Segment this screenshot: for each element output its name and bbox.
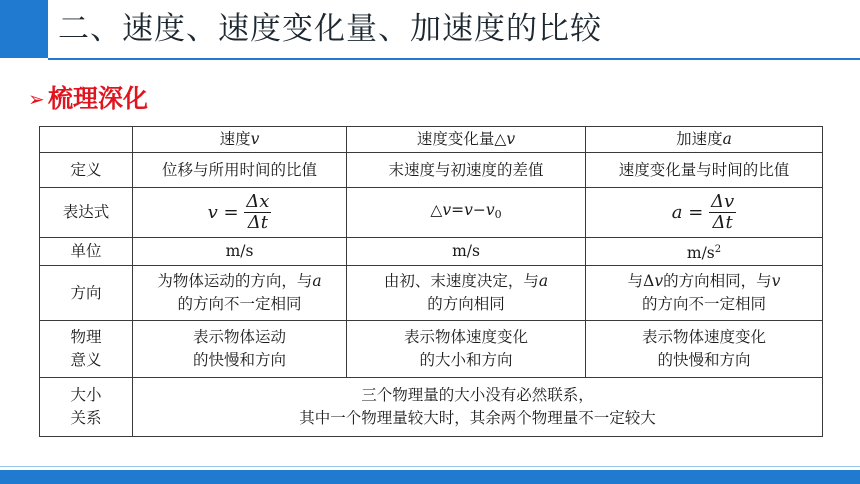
unit-acceleration-base: m/s — [686, 244, 715, 262]
direction-acc-var1: v — [654, 272, 664, 290]
direction-velocity-text2: 的方向不一定相同 — [177, 295, 302, 313]
meaning-delta-v — [347, 321, 586, 378]
table-row-meaning — [40, 321, 823, 378]
definition-delta-v: 末速度与初速度的差值 — [347, 153, 586, 188]
arrow-marker-icon: ➢ — [28, 87, 45, 111]
expression-velocity — [133, 188, 347, 238]
header-acceleration — [586, 127, 823, 153]
table-row-direction — [40, 266, 823, 321]
comparison-table — [39, 126, 823, 437]
header-delta-v — [347, 127, 586, 153]
acceleration-lhs: a — [671, 201, 683, 223]
direction-acceleration — [586, 266, 823, 321]
direction-acc-var2: v — [771, 272, 781, 290]
acceleration-numerator: Δv — [711, 191, 735, 212]
delta-triangle: △ — [430, 201, 443, 219]
meaning-acceleration — [586, 321, 823, 378]
acceleration-denominator: Δt — [712, 212, 733, 233]
delta-v-formula — [430, 201, 501, 219]
expression-delta-v — [347, 188, 586, 238]
section-heading-text: 梳理深化 — [48, 84, 149, 113]
direction-velocity-text1: 为物体运动的方向，与 — [157, 272, 313, 290]
header-acceleration-text: 加速度 — [676, 130, 723, 148]
relation-line2: 其中一个物理量较大时，其余两个物理量不一定较大 — [299, 409, 656, 427]
table-row-definition — [40, 153, 823, 188]
row-label-expression: 表达式 — [40, 188, 133, 238]
definition-acceleration: 速度变化量与时间的比值 — [586, 153, 823, 188]
initial-v-subscript: 0 — [494, 208, 502, 221]
unit-acceleration-exponent: 2 — [714, 244, 722, 255]
velocity-denominator: Δt — [247, 212, 268, 233]
header-velocity — [133, 127, 347, 153]
header-velocity-text: 速度 — [219, 130, 251, 148]
unit-delta-v: m/s — [347, 238, 586, 266]
header-acceleration-var: a — [722, 130, 732, 148]
row-label-meaning — [40, 321, 133, 378]
header-velocity-var: v — [250, 130, 260, 148]
row-label-definition: 定义 — [40, 153, 133, 188]
direction-acc-text1: 与Δ — [627, 272, 655, 290]
row-label-meaning-line2: 意义 — [70, 351, 102, 369]
velocity-lhs: v — [207, 201, 218, 223]
velocity-equals: = — [217, 201, 245, 223]
delta-v-minus: − — [472, 201, 486, 219]
meaning-acc-line1: 表示物体速度变化 — [641, 328, 766, 346]
footer-band — [0, 470, 860, 484]
section-heading — [28, 80, 148, 118]
row-label-direction: 方向 — [40, 266, 133, 321]
direction-acc-text3: 的方向不一定相同 — [641, 295, 766, 313]
title-accent-bar — [0, 0, 48, 58]
direction-delta-v-text2: 的方向相同 — [427, 295, 505, 313]
unit-acceleration — [586, 238, 823, 266]
unit-velocity: m/s — [133, 238, 347, 266]
delta-v-equals: = — [451, 201, 465, 219]
acceleration-equals: = — [682, 201, 710, 223]
initial-v-var: v — [485, 201, 495, 219]
definition-velocity: 位移与所用时间的比值 — [133, 153, 347, 188]
slide-title: 二、速度、速度变化量、加速度的比较 — [58, 11, 602, 47]
row-label-unit: 单位 — [40, 238, 133, 266]
meaning-delta-v-line1: 表示物体速度变化 — [403, 328, 528, 346]
direction-delta-v — [347, 266, 586, 321]
table-row-expression — [40, 188, 823, 238]
direction-delta-v-text1: 由初、末速度决定，与 — [383, 272, 539, 290]
acceleration-fraction — [709, 193, 736, 232]
footer-divider — [0, 466, 860, 467]
final-v-var: v — [464, 201, 473, 219]
direction-delta-v-var: a — [538, 272, 549, 290]
velocity-fraction — [244, 193, 271, 232]
header-delta-v-text: 速度变化量△ — [416, 130, 507, 148]
meaning-velocity-line2: 的快慢和方向 — [192, 351, 286, 369]
row-label-relation — [40, 378, 133, 437]
meaning-acc-line2: 的快慢和方向 — [657, 351, 751, 369]
table-row-unit — [40, 238, 823, 266]
row-label-meaning-line1: 物理 — [70, 328, 102, 346]
meaning-velocity-line1: 表示物体运动 — [192, 328, 286, 346]
row-label-relation-line1: 大小 — [70, 386, 102, 404]
direction-acc-text2: 的方向相同，与 — [663, 272, 772, 290]
direction-velocity — [133, 266, 347, 321]
delta-v-var: v — [442, 201, 452, 219]
header-delta-v-var: v — [506, 130, 516, 148]
relation-line1: 三个物理量的大小没有必然联系， — [361, 386, 594, 404]
expression-acceleration — [586, 188, 823, 238]
table-row-relation — [40, 378, 823, 437]
velocity-numerator: Δx — [246, 191, 270, 212]
meaning-velocity — [133, 321, 347, 378]
table-header-row — [40, 127, 823, 153]
relation-cell — [133, 378, 823, 437]
row-label-relation-line2: 关系 — [70, 409, 102, 427]
direction-velocity-var: a — [312, 272, 322, 290]
header-corner-cell — [40, 127, 133, 153]
meaning-delta-v-line2: 的大小和方向 — [419, 351, 513, 369]
title-divider — [48, 58, 860, 60]
